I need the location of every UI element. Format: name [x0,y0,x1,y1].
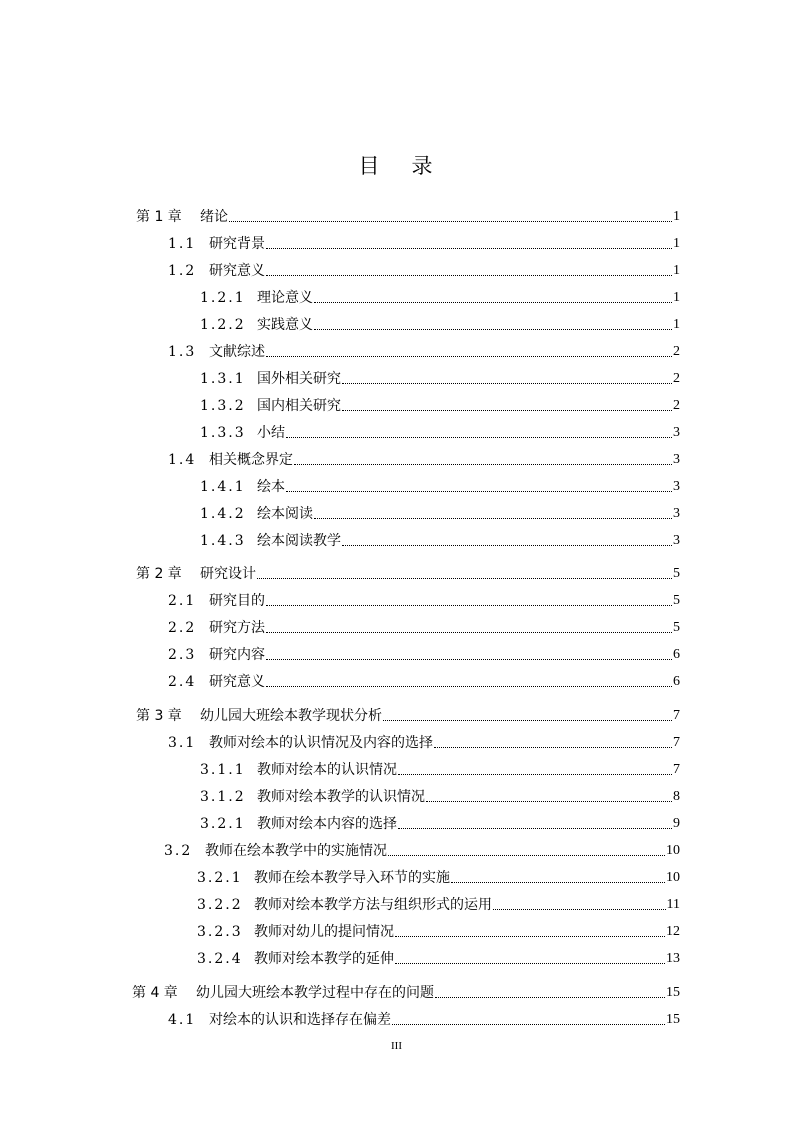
toc-entry-page: 1 [673,290,680,305]
dot-leader [229,221,672,222]
toc-entry-page: 1 [673,263,680,278]
toc-entry-number: 3.2 [164,843,193,859]
toc-entry-number: 1.4.2 [200,506,246,522]
toc-entry-page: 3 [673,452,680,467]
toc-entry-title: 对绘本的认识和选择存在偏差 [209,1012,391,1028]
toc-entry-number: 3.1 [168,735,197,751]
dot-leader [434,747,672,748]
toc-entry-number: 1.2.1 [200,290,246,306]
toc-entry-title: 研究设计 [200,566,256,582]
toc-entry-title: 教师在绘本教学导入环节的实施 [254,870,450,886]
dot-leader [294,464,672,465]
toc-entry[interactable] [168,669,680,691]
toc-entry-page: 7 [673,762,680,777]
toc-entry-number: 1.2.2 [200,317,246,333]
dot-leader [266,275,672,276]
toc-entry-number: 3.2.1 [200,816,246,832]
toc-entry[interactable] [200,474,680,496]
toc-entry-page: 9 [673,816,680,831]
toc-entry-number: 3.1.2 [200,789,246,805]
toc-entry-title: 实践意义 [257,317,313,333]
toc-entry[interactable] [200,312,680,334]
toc-entry-title: 小结 [257,425,285,441]
dot-leader [392,1024,665,1025]
toc-entry[interactable] [168,1007,680,1029]
dot-leader [435,997,665,998]
dot-leader [342,545,672,546]
toc-entry-number: 3.2.1 [197,870,243,886]
toc-entry-number: 2.4 [168,674,197,690]
toc-entry-page: 3 [673,506,680,521]
toc-entry-page: 15 [666,985,680,1000]
dot-leader [398,828,672,829]
toc-entry[interactable] [168,339,680,361]
toc-entry[interactable] [168,231,680,253]
dot-leader [314,329,672,330]
toc-entry-number: 4.1 [168,1012,197,1028]
toc-entry-number: 2.1 [168,593,197,609]
toc-entry-title: 研究方法 [209,620,265,636]
toc-entry-title: 绘本阅读 [257,506,313,522]
toc-entry-page: 1 [673,317,680,332]
toc-entry[interactable] [200,528,680,550]
toc-entry-page: 5 [673,593,680,608]
dot-leader [314,518,672,519]
toc-entry-title: 研究意义 [209,674,265,690]
toc-entry-title: 教师对绘本教学的延伸 [254,951,394,967]
toc-entry[interactable] [136,561,680,583]
toc-entry-number: 3.2.3 [197,924,243,940]
toc-entry[interactable] [200,501,680,523]
toc-entry-title: 绘本阅读教学 [257,533,341,549]
toc-entry-title: 绘本 [257,479,285,495]
toc-entry-number: 第 3 章 [136,708,182,724]
toc-entry-title: 教师对幼儿的提问情况 [254,924,394,940]
toc-entry[interactable] [132,980,680,1002]
title-char-2: 录 [411,154,435,178]
toc-entry[interactable] [197,865,680,887]
toc-entry-title: 幼儿园大班绘本教学现状分析 [200,708,382,724]
dot-leader [395,963,665,964]
toc-entry-page: 15 [666,1012,680,1027]
toc-entry-title: 文献综述 [209,344,265,360]
toc-entry-number: 第 2 章 [136,566,182,582]
toc-entry-number: 1.3.1 [200,371,246,387]
toc-entry[interactable] [200,784,680,806]
toc-entry[interactable] [168,730,680,752]
dot-leader [286,437,672,438]
toc-entry-page: 12 [666,924,680,939]
toc-entry-page: 7 [673,708,680,723]
toc-entry-page: 8 [673,789,680,804]
toc-entry-number: 3.2.4 [197,951,243,967]
toc-entry-number: 3.1.1 [200,762,246,778]
toc-entry-page: 10 [666,843,680,858]
toc-entry-page: 7 [673,735,680,750]
dot-leader [266,248,672,249]
toc-entry[interactable] [197,919,680,941]
toc-entry-number: 第 4 章 [132,985,178,1001]
toc-entry-page: 1 [673,209,680,224]
toc-entry[interactable] [136,703,680,725]
toc-entry[interactable] [197,946,680,968]
toc-entry-page: 3 [673,479,680,494]
toc-entry-title: 研究背景 [209,236,265,252]
toc-entry-number: 2.3 [168,647,197,663]
toc-entry-number: 1.1 [168,236,197,252]
toc-entry-title: 国内相关研究 [257,398,341,414]
toc-entry-page: 1 [673,236,680,251]
toc-entry-number: 第 1 章 [136,209,182,225]
toc-entry[interactable] [164,838,680,860]
toc-entry-title: 研究内容 [209,647,265,663]
dot-leader [257,578,672,579]
dot-leader [314,302,672,303]
dot-leader [493,909,666,910]
toc-entry-title: 相关概念界定 [209,452,293,468]
toc-entry-title: 教师对绘本内容的选择 [257,816,397,832]
toc-entry-page: 11 [666,897,680,912]
toc-entry-page: 3 [673,533,680,548]
title-char-1: 目 [358,154,382,178]
toc-entry-page: 6 [673,674,680,689]
toc-entry-title: 教师对绘本的认识情况及内容的选择 [209,735,433,751]
toc-entry-title: 国外相关研究 [257,371,341,387]
dot-leader [342,410,672,411]
toc-entry[interactable] [168,258,680,280]
toc-entry-page: 2 [673,344,680,359]
toc-entry-page: 3 [673,425,680,440]
dot-leader [286,491,672,492]
toc-entry-title: 研究目的 [209,593,265,609]
dot-leader [451,882,665,883]
toc-entry-page: 2 [673,398,680,413]
toc-entry-page: 10 [666,870,680,885]
toc-entry-number: 1.2 [168,263,197,279]
toc-entry-title: 教师对绘本教学的认识情况 [257,789,425,805]
toc-entry-title: 教师对绘本教学方法与组织形式的运用 [254,897,492,913]
toc-entry-title: 幼儿园大班绘本教学过程中存在的问题 [196,985,434,1001]
toc-entry-title: 教师对绘本的认识情况 [257,762,397,778]
dot-leader [426,801,672,802]
toc-entry[interactable] [168,615,680,637]
page-number-footer: III [391,1040,402,1052]
toc-entry[interactable] [200,285,680,307]
toc-entry-number: 1.3.3 [200,425,246,441]
toc-entry[interactable] [168,447,680,469]
dot-leader [266,356,672,357]
dot-leader [342,383,672,384]
toc-entry-title: 理论意义 [257,290,313,306]
toc-entry-number: 2.2 [168,620,197,636]
toc-entry-title: 绪论 [200,209,228,225]
toc-entry-title: 教师在绘本教学中的实施情况 [205,843,387,859]
toc-entry[interactable] [200,420,680,442]
toc-entry[interactable] [168,588,680,610]
toc-entry[interactable] [168,642,680,664]
page-title [0,150,793,180]
toc-entry-page: 5 [673,566,680,581]
toc-entry[interactable] [200,757,680,779]
toc-entry-number: 1.3 [168,344,197,360]
dot-leader [266,605,672,606]
toc-entry[interactable] [200,366,680,388]
toc-entry-page: 6 [673,647,680,662]
dot-leader [398,774,672,775]
dot-leader [266,686,672,687]
toc-entry-page: 5 [673,620,680,635]
toc-entry-number: 1.4.1 [200,479,246,495]
toc-entry-page: 13 [666,951,680,966]
dot-leader [395,936,665,937]
toc-entry[interactable] [200,811,680,833]
toc-entry-title: 研究意义 [209,263,265,279]
toc-entry-number: 1.4 [168,452,197,468]
toc-entry-number: 1.4.3 [200,533,246,549]
dot-leader [266,659,672,660]
toc-entry[interactable] [197,892,680,914]
toc-entry[interactable] [200,393,680,415]
dot-leader [383,720,672,721]
toc-entry-number: 3.2.2 [197,897,243,913]
toc-entry-page: 2 [673,371,680,386]
dot-leader [266,632,672,633]
toc-entry-number: 1.3.2 [200,398,246,414]
dot-leader [388,855,665,856]
toc-entry[interactable] [136,204,680,226]
